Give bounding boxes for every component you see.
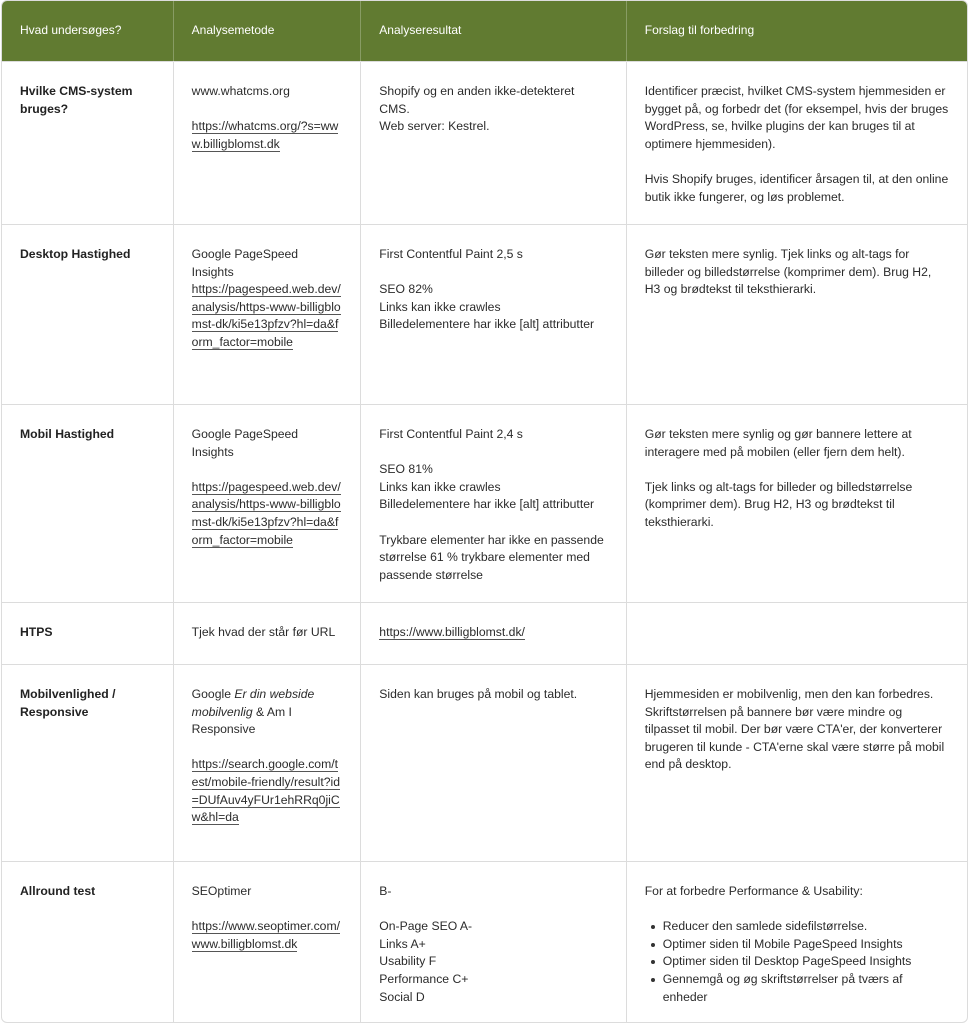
result-line: Links kan ikke crawles bbox=[379, 299, 501, 314]
suggestion-cell bbox=[626, 405, 967, 602]
result-line: SEO 82% bbox=[379, 282, 433, 297]
result-line: Social D bbox=[379, 989, 425, 1004]
suggestion-text: Identificer præcist, hvilket CMS-system hjemmesiden er bygget på, og forbedr det (for eksempel, hvis der bruges WordPress, se, hvilke plugins der kan bruges til at optimere hjemmesiden). bbox=[644, 84, 949, 151]
suggestion-cell bbox=[626, 62, 967, 224]
result-fcp: First Contentful Paint 2,5 s bbox=[379, 247, 523, 261]
table-row bbox=[2, 405, 967, 603]
result-line: Links A+ bbox=[379, 936, 426, 951]
table-row bbox=[2, 665, 967, 862]
method-cell bbox=[173, 62, 361, 224]
list-item: Gennemgå og øg skriftstørrelser på tværs af enheder bbox=[645, 971, 949, 1006]
method-prefix: Google bbox=[191, 687, 235, 701]
header-result: Analyseresultat bbox=[360, 1, 625, 62]
list-item: Optimer siden til Mobile PageSpeed Insights bbox=[645, 936, 949, 954]
method-text: Google PageSpeed Insights bbox=[191, 427, 299, 459]
result-cell bbox=[360, 62, 625, 224]
result-line: SEO 81% bbox=[379, 462, 433, 477]
method-text: Google PageSpeed Insights bbox=[191, 247, 299, 279]
suggestion-text: Hvis Shopify bruges, identificer årsagen til, at den online butik ikke fungerer, og løs problemet. bbox=[644, 171, 949, 204]
result-cell bbox=[360, 603, 625, 664]
topic-cell: Mobilvenlighed / Responsive bbox=[20, 687, 116, 719]
result-line: Shopify og en anden ikke-detekteret CMS. bbox=[379, 84, 575, 116]
result-line: Billedelementere har ikke [alt] attributter bbox=[379, 497, 595, 512]
topic-cell: Desktop Hastighed bbox=[20, 247, 131, 261]
result-cell bbox=[360, 225, 625, 404]
method-text: www.whatcms.org bbox=[191, 84, 290, 98]
suggestion-cell bbox=[626, 665, 967, 861]
topic-cell: Allround test bbox=[20, 884, 96, 898]
topic-cell: Mobil Hastighed bbox=[20, 427, 115, 441]
table-header bbox=[2, 1, 967, 62]
table-row bbox=[2, 862, 967, 1023]
table-row bbox=[2, 603, 967, 665]
result-fcp: First Contentful Paint 2,4 s bbox=[379, 427, 523, 441]
result-grade: B- bbox=[379, 884, 392, 898]
method-text: SEOptimer bbox=[191, 884, 252, 898]
header-method: Analysemetode bbox=[173, 1, 361, 62]
method-cell bbox=[173, 862, 361, 1023]
method-link[interactable]: https://whatcms.org/?s=www.billigblomst.dk bbox=[191, 119, 339, 151]
suggestion-cell bbox=[626, 225, 967, 404]
result-extra: Trykbare elementer har ikke en passende størrelse 61 % trykbare elementer med passende størrelse bbox=[379, 532, 604, 582]
method-link[interactable]: https://search.google.com/test/mobile-friendly/result?id=DUfAuv4yFUr1ehRRq0jiCw&hl=da bbox=[191, 757, 341, 825]
result-cell bbox=[360, 405, 625, 602]
method-link[interactable]: https://www.seoptimer.com/www.billigblomst.dk bbox=[191, 919, 341, 951]
suggestion-text: Gør teksten mere synlig og gør bannere lettere at interagere med på mobilen (eller fjern dem helt). bbox=[644, 427, 912, 459]
result-line: Web server: Kestrel. bbox=[379, 119, 490, 134]
suggestion-cell bbox=[626, 603, 967, 664]
result-link[interactable]: https://www.billigblomst.dk/ bbox=[379, 625, 525, 639]
result-line: Links kan ikke crawles bbox=[379, 479, 501, 494]
method-cell bbox=[173, 665, 361, 861]
table-row bbox=[2, 225, 967, 405]
list-item: Reducer den samlede sidefilstørrelse. bbox=[645, 918, 949, 936]
suggestion-intro: For at forbedre Performance & Usability: bbox=[644, 884, 863, 898]
header-topic: Hvad undersøges? bbox=[20, 23, 122, 38]
method-cell bbox=[173, 405, 361, 602]
suggestion-text: Gør teksten mere synlig. Tjek links og alt-tags for billeder og billedstørrelse (komprimer dem). Brug H2, H3 og brødtekst til teksthierarki. bbox=[644, 247, 932, 297]
suggestion-cell bbox=[626, 862, 967, 1023]
result-line: On-Page SEO A- bbox=[379, 919, 473, 934]
header-suggestion: Forslag til forbedring bbox=[626, 1, 967, 62]
method-cell bbox=[173, 603, 361, 664]
topic-cell: HTPS bbox=[20, 625, 53, 639]
table-row bbox=[2, 62, 967, 225]
topic-cell: Hvilke CMS-system bruges? bbox=[20, 84, 133, 116]
result-cell bbox=[360, 665, 625, 861]
method-suffix: & Am I Responsive bbox=[191, 704, 292, 737]
method-link[interactable]: https://pagespeed.web.dev/analysis/https-www-billigblomst-dk/ki5e13pfzv?hl=da&form_factor=mobile bbox=[191, 282, 341, 349]
method-text: Tjek hvad der står før URL bbox=[191, 625, 336, 639]
result-line: Usability F bbox=[379, 954, 437, 969]
method-cell bbox=[173, 225, 361, 404]
result-line: Billedelementere har ikke [alt] attributter bbox=[379, 317, 595, 332]
suggestion-list bbox=[645, 918, 949, 1006]
result-line: Performance C+ bbox=[379, 971, 469, 986]
suggestion-text: Tjek links og alt-tags for billeder og billedstørrelse (komprimer dem). Brug H2, H3 og brødtekst til teksthierarki. bbox=[644, 479, 913, 529]
list-item: Optimer siden til Desktop PageSpeed Insights bbox=[645, 953, 949, 971]
method-emphasis: Er din webside mobilvenlig bbox=[191, 687, 315, 719]
method-link[interactable]: https://pagespeed.web.dev/analysis/https-www-billigblomst-dk/ki5e13pfzv?hl=da&form_factor=mobile bbox=[191, 479, 341, 547]
result-text: Siden kan bruges på mobil og tablet. bbox=[379, 687, 578, 701]
suggestion-text: Hjemmesiden er mobilvenlig, men den kan forbedres. Skriftstørrelsen på bannere bør være mindre og tilpasset til mobil. Der bør være CTA'er, der konverterer brugeren til kunde - CTA'erne skal være større på mobil end på desktop. bbox=[644, 687, 945, 772]
result-cell bbox=[360, 862, 625, 1023]
analysis-table bbox=[1, 0, 968, 1023]
